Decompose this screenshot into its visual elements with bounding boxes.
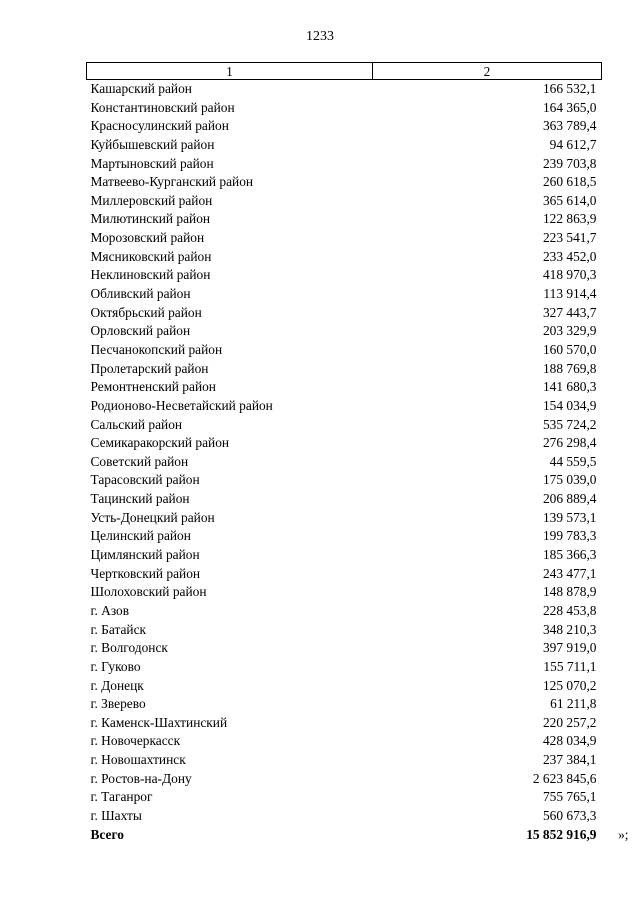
district-name: г. Донецк xyxy=(90,677,144,693)
table-row xyxy=(87,322,602,341)
district-name: Мартыновский район xyxy=(90,155,214,171)
district-amount: 44 559,5 xyxy=(549,453,597,469)
budget-table xyxy=(86,62,629,844)
district-amount: 160 570,0 xyxy=(542,341,597,357)
table-row xyxy=(87,173,602,192)
district-name: Советский район xyxy=(90,453,189,469)
table-row xyxy=(87,434,602,453)
district-amount: 188 769,8 xyxy=(542,360,597,376)
district-name: Чертковский район xyxy=(90,565,201,581)
district-name: Матвеево-Курганский район xyxy=(90,174,254,190)
district-amount: 155 711,1 xyxy=(543,658,597,674)
district-name: г. Шахты xyxy=(90,807,142,823)
district-name: Ремонтненский район xyxy=(90,379,216,395)
district-amount: 220 257,2 xyxy=(542,714,597,730)
district-amount: 560 673,3 xyxy=(542,807,597,823)
district-amount: 94 612,7 xyxy=(549,136,597,152)
total-value-cell xyxy=(373,826,629,845)
table-row xyxy=(87,266,602,285)
district-amount: 154 034,9 xyxy=(542,397,597,413)
district-amount: 141 680,3 xyxy=(542,379,597,395)
column-header-2: 2 xyxy=(373,63,602,80)
table-header-row xyxy=(87,63,602,80)
district-name: Октябрьский район xyxy=(90,304,202,320)
district-amount: 113 914,4 xyxy=(543,286,597,302)
table-row xyxy=(87,602,602,621)
district-amount: 122 863,9 xyxy=(542,211,597,227)
district-amount: 228 453,8 xyxy=(542,602,597,618)
column-header-1: 1 xyxy=(87,63,373,80)
table-row xyxy=(87,229,602,248)
district-name: г. Новошахтинск xyxy=(90,752,186,768)
table-row xyxy=(87,677,602,696)
table-row xyxy=(87,490,602,509)
table-row xyxy=(87,565,602,584)
district-amount: 239 703,8 xyxy=(542,155,597,171)
table-row xyxy=(87,210,602,229)
district-name: Милютинский район xyxy=(90,211,211,227)
district-amount: 260 618,5 xyxy=(542,174,597,190)
table-row xyxy=(87,117,602,136)
table-row xyxy=(87,453,602,472)
table-row xyxy=(87,695,602,714)
district-name: Неклиновский район xyxy=(90,267,211,283)
district-amount: 166 532,1 xyxy=(542,81,597,96)
district-name: г. Каменск-Шахтинский xyxy=(90,714,228,730)
table-row xyxy=(87,248,602,267)
district-amount: 276 298,4 xyxy=(542,435,597,451)
district-amount: 348 210,3 xyxy=(542,621,597,637)
table-row xyxy=(87,751,602,770)
district-name: Шолоховский район xyxy=(90,584,207,600)
district-amount: 203 329,9 xyxy=(542,323,597,339)
table-row xyxy=(87,416,602,435)
table-row xyxy=(87,192,602,211)
budget-table-container xyxy=(86,62,629,844)
district-amount: 199 783,3 xyxy=(542,528,597,544)
district-name: г. Азов xyxy=(90,602,130,618)
district-amount: 755 765,1 xyxy=(542,789,597,805)
district-amount: 243 477,1 xyxy=(542,565,597,581)
table-row xyxy=(87,770,602,789)
table-row xyxy=(87,546,602,565)
district-amount: 365 614,0 xyxy=(542,192,597,208)
district-amount: 185 366,3 xyxy=(542,547,597,563)
district-amount: 223 541,7 xyxy=(542,230,597,246)
table-row xyxy=(87,378,602,397)
total-label: Всего xyxy=(90,826,124,842)
table-row xyxy=(87,509,602,528)
district-name: г. Волгодонск xyxy=(90,640,168,656)
table-row xyxy=(87,136,602,155)
district-amount: 327 443,7 xyxy=(542,304,597,320)
district-name: Пролетарский район xyxy=(90,360,209,376)
district-name: Усть-Донецкий район xyxy=(90,509,215,525)
district-name: Куйбышевский район xyxy=(90,136,215,152)
district-name: Красносулинский район xyxy=(90,118,229,134)
district-name: г. Батайск xyxy=(90,621,147,637)
table-row xyxy=(87,621,602,640)
district-amount: 206 889,4 xyxy=(542,491,597,507)
district-amount: 237 384,1 xyxy=(542,752,597,768)
table-row xyxy=(87,341,602,360)
district-amount: 148 878,9 xyxy=(542,584,597,600)
total-row xyxy=(87,826,602,845)
district-amount: 61 211,8 xyxy=(550,696,597,712)
district-name: Тарасовский район xyxy=(90,472,200,488)
table-row xyxy=(87,80,602,99)
district-name: Обливский район xyxy=(90,286,191,302)
total-value: 15 852 916,9 xyxy=(526,826,597,842)
table-row xyxy=(87,807,602,826)
district-name: г. Зверево xyxy=(90,696,146,712)
page-number: 1233 xyxy=(306,29,334,44)
table-row xyxy=(87,471,602,490)
district-name: Орловский район xyxy=(90,323,191,339)
table-row xyxy=(87,304,602,323)
district-name: Миллеровский район xyxy=(90,192,213,208)
district-name: Сальский район xyxy=(90,416,183,432)
table-row xyxy=(87,583,602,602)
table-row xyxy=(87,360,602,379)
table-row xyxy=(87,714,602,733)
district-name: Кашарский район xyxy=(90,81,192,96)
district-amount: 418 970,3 xyxy=(542,267,597,283)
district-name: г. Ростов-на-Дону xyxy=(90,770,192,786)
table-row xyxy=(87,285,602,304)
district-amount: 535 724,2 xyxy=(542,416,597,432)
district-amount: 139 573,1 xyxy=(542,509,597,525)
table-body xyxy=(87,80,602,826)
district-name: Константиновский район xyxy=(90,99,235,115)
district-amount: 363 789,4 xyxy=(542,118,597,134)
district-name: Семикаракорский район xyxy=(90,435,230,451)
table-row xyxy=(87,732,602,751)
table-row xyxy=(87,155,602,174)
district-name: Песчанокопский район xyxy=(90,341,223,357)
district-amount: 397 919,0 xyxy=(542,640,597,656)
table-row xyxy=(87,397,602,416)
district-name: Целинский район xyxy=(90,528,191,544)
district-name: Цимлянский район xyxy=(90,547,200,563)
district-amount: 175 039,0 xyxy=(542,472,597,488)
district-amount: 233 452,0 xyxy=(542,248,597,264)
table-row xyxy=(87,99,602,118)
district-amount: 125 070,2 xyxy=(542,677,597,693)
district-name: г. Новочеркасск xyxy=(90,733,181,749)
table-row xyxy=(87,658,602,677)
district-amount: 164 365,0 xyxy=(542,99,597,115)
district-name: Мясниковский район xyxy=(90,248,212,264)
district-amount: 2 623 845,6 xyxy=(532,770,597,786)
district-name: Тацинский район xyxy=(90,491,190,507)
district-name: Морозовский район xyxy=(90,230,205,246)
table-row xyxy=(87,527,602,546)
district-name: Родионово-Несветайский район xyxy=(90,397,273,413)
district-name: г. Таганрог xyxy=(90,789,153,805)
table-row xyxy=(87,639,602,658)
district-name: г. Гуково xyxy=(90,658,141,674)
district-amount: 428 034,9 xyxy=(542,733,597,749)
table-row xyxy=(87,788,602,807)
closing-quote-mark: »; xyxy=(618,826,629,842)
